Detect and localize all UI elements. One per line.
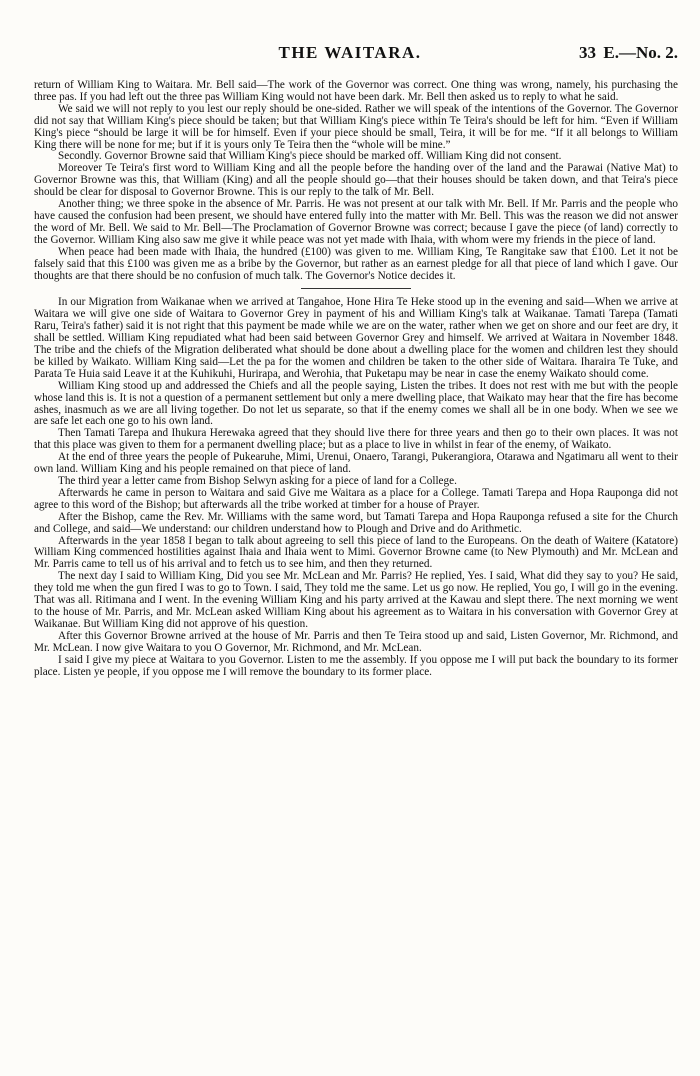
paragraph: The next day I said to William King, Did you see Mr. McLean and Mr. Parris? He replied, Yes. I said, What did they say to you? He said, they told me when the gun fired I was to go to Town. I said, They told me the same. Let us go now. He replied, You go, I will go in the evening. That was all. Ritimana and I went. In the evening William King and his party arrived at the Kawau and slept there. The next morning we went to the house of Mr. Parris, and Mr. McLean asked William King about his agreement as to Waitara in his conversation with Governor Grey at Waikanae. But William King did not approve of his question.	[34, 570, 678, 630]
paragraph: At the end of three years the people of Pukearuhe, Mimi, Urenui, Onaero, Tarangi, Pukerangiora, Otarawa and Ngatimaru all went to their own land. William King and his people remained on that piece of land.	[34, 451, 678, 476]
document-body	[34, 80, 678, 678]
paragraph: Moreover Te Teira's first word to William King and all the people before the handing over of the land and the Parawai (Native Mat) to Governor Browne was this, that William (King) and all the people should go—that their houses should be taken down, and that Teira's piece should be clear for disposal to Governor Browne. This is our reply to the talk of Mr. Bell.	[34, 162, 678, 199]
section-divider	[301, 288, 411, 289]
paragraph: Another thing; we three spoke in the absence of Mr. Parris. He was not present at our talk with Mr. Bell. If Mr. Parris and the people who have caused the confusion had been present, we should have entered fully into the matter with Mr. Bell. This was the reason we did not answer the word of Mr. Bell. We said to Mr. Bell—The Proclamation of Governor Browne was correct; because I gave the piece (of land) correctly to the Governor. William King also saw me give it while peace was not yet made with Ihaia, with whom were my friends in the piece of land.	[34, 198, 678, 246]
paper-identifier: E.—No. 2.	[603, 43, 678, 62]
paragraph: In our Migration from Waikanae when we arrived at Tangahoe, Hone Hira Te Heke stood up in the evening and said—When we arrive at Waitara we will give one side of Waitara to Governor Grey in payment of his and William King's talk at Waikanae. Tamati Tarepa (Tamati Raru, Teira's father) said it is not right that this payment be made while we are on the water, rather when we get on shore and our feet are dry, it shall be settled. William King repudiated what had been said between Governor Grey and himself. We arrived at Waitara in November 1848. The tribe and the chiefs of the Migration deliberated what should be done about a dwelling place for the women and children lest they should be killed by Waikato. William King said—Let the pa for the women and children be taken to the other side of Waitara. Iharaira Te Tuke, and Parata Te Huia said Leave it at the Kuhikuhi, Hurirapa, and Werohia, that Puketapu may be near in case the enemy Waikato should come.	[34, 296, 678, 380]
paragraph: Secondly. Governor Browne said that William King's piece should be marked off. William King did not consent.	[58, 150, 562, 163]
paragraph: return of William King to Waitara. Mr. Bell said—The work of the Governor was correct. One thing was wrong, namely, his purchasing the three pas. If you had left out the three pas William King would not have been dark. Mr. Bell then asked us to reply to what he said.	[34, 79, 678, 103]
paragraph: We said we will not reply to you lest our reply should be one-sided. Rather we will speak of the intentions of the Governor. The Governor did not say that William King's piece should be taken; but that William King's piece within Te Teira's should be left for him. “Even if William King's piece “should be large it will be for himself. Even if your piece should be small, Teira, it will be for me. “If it all belongs to William King there will be none for me; but if it is yours only Te Teira then the “whole will be mine.”	[34, 102, 678, 151]
paragraph: William King stood up and addressed the Chiefs and all the people saying, Listen the tribes. It does not rest with me but with the people whose land this is. It is not a question of a permanent settlement but only a mere dwelling place, that Waikato may hear that the fire has become ashes, inasmuch as we are all living together. Do not let us separate, so that if the enemy comes we shall all be in one body. When we see we are safe let each one go to his own land.	[34, 379, 678, 428]
paragraph: The third year a letter came from Bishop Selwyn asking for a piece of land for a College.	[58, 475, 457, 487]
page-number: 33	[579, 43, 596, 62]
page-title: THE WAITARA.	[278, 43, 422, 62]
paragraph: After the Bishop, came the Rev. Mr. Williams with the same word, but Tamati Tarepa and Hopa Rauponga refused a site for the Church and College, and said—We understand: our children understand how to Plough and Drive and do Arithmetic.	[34, 510, 678, 535]
paragraph: When peace had been made with Ihaia, the hundred (£100) was given to me. William King, Te Rangitake saw that £100. Let it not be falsely said that this £100 was given me as a bribe by the Governor, but rather as an earnest pledge for all that piece of land which I gave. Our thoughts are that there should be no confusion of much talk. The Governor's Notice decides it.	[34, 245, 678, 282]
running-header	[0, 43, 700, 67]
paragraph: I said I give my piece at Waitara to you Governor. Listen to me the assembly. If you oppose me I will put back the boundary to its former place. Listen ye people, if you oppose me I will remove the boundary to its former place.	[34, 653, 678, 678]
paragraph: Afterwards in the year 1858 I began to talk about agreeing to sell this piece of land to the Europeans. On the death of Waitere (Katatore) William King commenced hostilities against Ihaia and Ihaia went to Mimi. Governor Browne came (to New Plymouth) and Mr. McLean and Mr. Parris came to tell us of his arrival and to fetch us to see him, and then they returned.	[34, 534, 678, 571]
paragraph: After this Governor Browne arrived at the house of Mr. Parris and then Te Teira stood up and said, Listen Governor, Mr. Richmond, and Mr. McLean. I now give Waitara to you O Governor, Mr. Richmond, and Mr. McLean.	[34, 629, 678, 654]
paragraph: Afterwards he came in person to Waitara and said Give me Waitara as a place for a College. Tamati Tarepa and Hopa Rauponga did not agree to this word of the Bishop; but afterwards all the tribe worked at timber for a house of Prayer.	[34, 486, 678, 511]
paragraph: Then Tamati Tarepa and Ihukura Herewaka agreed that they should live there for three years and then go to their own places. It was not that this place was given to them for a permanent dwelling place; but as a place to live in whilst in fear of the enemy, of Waikato.	[34, 427, 678, 452]
